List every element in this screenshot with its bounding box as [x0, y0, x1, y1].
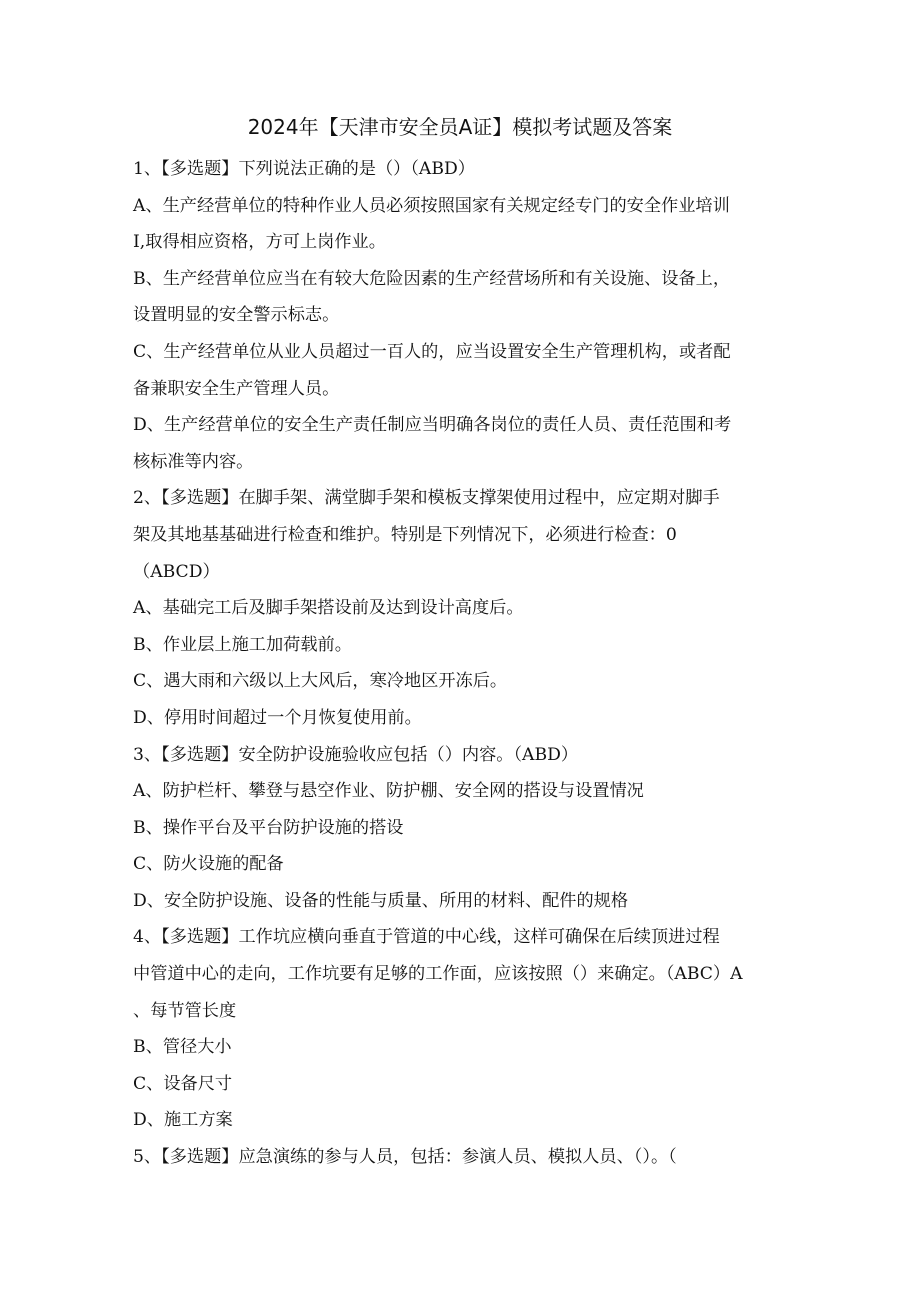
question-2-answer: （ABCD） [133, 561, 220, 582]
question-4-option-c: C、设备尺寸 [133, 1073, 233, 1094]
question-3-stem: 3、【多选题】安全防护设施验收应包括（）内容。（ABD） [133, 744, 579, 765]
question-1-option-b: B、生产经营单位应当在有较大危险因素的生产经营场所和有关设施、设备上， [133, 268, 731, 289]
question-4-option-a: 、每节管长度 [133, 1000, 237, 1021]
question-3-option-d: D、安全防护设施、设备的性能与质量、所用的材料、配件的规格 [133, 890, 629, 911]
question-4-option-b: B、管径大小 [133, 1037, 232, 1058]
question-3-option-b: B、操作平台及平台防护设施的搭设 [133, 817, 404, 838]
document-title: 2024年【天津市安全员A证】模拟考试题及答案 [247, 115, 673, 139]
question-1-option-d-cont: 核标准等内容。 [133, 451, 254, 472]
question-2-option-a: A、基础完工后及脚手架搭设前及达到设计高度后。 [133, 598, 524, 619]
question-1-option-c-cont: 备兼职安全生产管理人员。 [133, 378, 340, 399]
question-1-option-a-cont: I,取得相应资格，方可上岗作业。 [133, 232, 386, 253]
question-5-stem: 5、【多选题】应急演练的参与人员，包括：参演人员、模拟人员、（）。（ [133, 1147, 677, 1168]
question-4-stem-cont: 中管道中心的走向，工作坑要有足够的工作面，应该按照（）来确定。（ABC）A [133, 964, 743, 985]
question-2-stem: 2、【多选题】在脚手架、满堂脚手架和模板支撑架使用过程中，应定期对脚手 [133, 488, 720, 509]
document-body [133, 151, 793, 1176]
question-1-stem: 1、【多选题】下列说法正确的是（）（ABD） [133, 159, 475, 179]
question-2-option-b: B、作业层上施工加荷载前。 [133, 634, 352, 655]
question-2-option-c: C、遇大雨和六级以上大风后，寒冷地区开冻后。 [133, 671, 508, 692]
question-2-option-d: D、停用时间超过一个月恢复使用前。 [133, 707, 422, 728]
question-3-option-c: C、防火设施的配备 [133, 854, 284, 875]
question-1-option-c: C、生产经营单位从业人员超过一百人的，应当设置安全生产管理机构，或者配 [133, 341, 731, 362]
question-3-option-a: A、防护栏杆、攀登与悬空作业、防护棚、安全网的搭设与设置情况 [133, 781, 644, 802]
question-1-option-d: D、生产经营单位的安全生产责任制应当明确各岗位的责任人员、责任范围和考 [133, 415, 732, 436]
question-4-stem: 4、【多选题】工作坑应横向垂直于管道的中心线，这样可确保在后续顶进过程 [133, 927, 720, 948]
question-4-option-d: D、施工方案 [133, 1110, 233, 1131]
question-1-option-b-cont: 设置明显的安全警示标志。 [133, 305, 340, 326]
question-1-option-a: A、生产经营单位的特种作业人员必须按照国家有关规定经专门的安全作业培训 [133, 195, 730, 216]
question-2-stem-cont: 架及其地基基础进行检查和维护。特别是下列情况下，必须进行检查：0 [133, 524, 677, 545]
